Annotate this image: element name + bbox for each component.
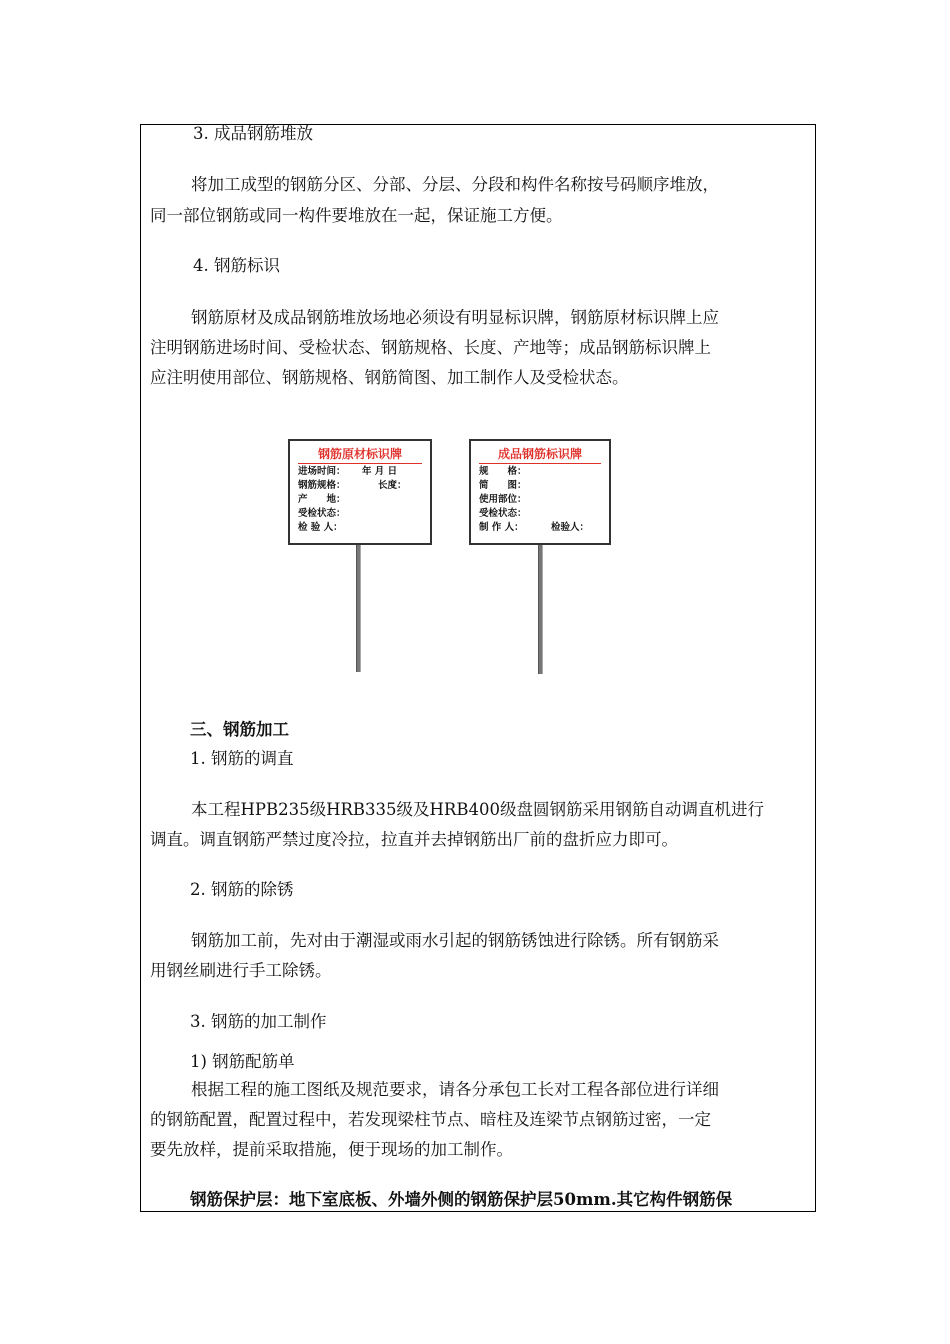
paragraph-cover-layer: 钢筋保护层：地下室底板、外墙外侧的钢筋保护层50mm.其它构件钢筋保 (190, 1190, 733, 1209)
raw-field-spec: 钢筋规格： (298, 480, 346, 491)
paragraph-stacking-line1: 将加工成型的钢筋分区、分部、分层、分段和构件名称按号码顺序堆放， (191, 175, 719, 194)
paragraph-marking-line3: 应注明使用部位、钢筋规格、钢筋简图、加工制作人及受检状态。 (150, 368, 629, 387)
finished-field-sketch: 简 图： (479, 480, 527, 491)
finished-sign-title: 成品钢筋标识牌 (497, 447, 582, 461)
finished-field-location: 使用部位： (479, 494, 527, 505)
paragraph-rust-line2: 用钢丝刷进行手工除锈。 (150, 961, 332, 980)
finished-field-inspection-status: 受检状态： (479, 508, 527, 519)
paragraph-straightening-line1: 本工程HPB235级HRB335级及HRB400级盘圆钢筋采用钢筋自动调直机进行 (191, 800, 764, 819)
raw-material-sign (288, 439, 432, 545)
finished-rebar-sign (469, 439, 611, 545)
heading-rebar-marking: 4. 钢筋标识 (193, 256, 280, 275)
raw-field-date: 年 月 日 (362, 466, 398, 477)
finished-field-maker: 制 作 人： (479, 522, 524, 533)
finished-field-spec: 规 格： (479, 466, 527, 477)
paragraph-schedule-line2: 的钢筋配置，配置过程中，若发现梁柱节点、暗柱及连梁节点钢筋过密，一定 (150, 1110, 711, 1129)
document-frame (140, 124, 816, 1212)
heading-rust-removal: 2. 钢筋的除锈 (190, 880, 294, 899)
paragraph-marking-line2: 注明钢筋进场时间、受检状态、钢筋规格、长度、产地等；成品钢筋标识牌上 (150, 338, 711, 357)
raw-sign-title: 钢筋原材标识牌 (317, 447, 402, 461)
paragraph-rust-line1: 钢筋加工前，先对由于潮湿或雨水引起的钢筋锈蚀进行除锈。所有钢筋采 (191, 931, 719, 950)
heading-finished-rebar-stacking: 3. 成品钢筋堆放 (193, 124, 313, 143)
raw-field-entry-time: 进场时间： (298, 466, 346, 477)
heading-fabrication: 3. 钢筋的加工制作 (190, 1012, 327, 1031)
heading-straightening: 1. 钢筋的调直 (190, 749, 294, 768)
paragraph-marking-line1: 钢筋原材及成品钢筋堆放场地必须设有明显标识牌，钢筋原材标识牌上应 (191, 308, 719, 327)
subheading-bar-schedule: 1) 钢筋配筋单 (190, 1052, 295, 1071)
paragraph-stacking-line2: 同一部位钢筋或同一构件要堆放在一起，保证施工方便。 (150, 206, 563, 225)
paragraph-straightening-line2: 调直。调直钢筋严禁过度冷拉，拉直并去掉钢筋出厂前的盘折应力即可。 (150, 830, 678, 849)
section-title-rebar-processing: 三、钢筋加工 (190, 720, 289, 739)
paragraph-schedule-line1: 根据工程的施工图纸及规范要求，请各分承包工长对工程各部位进行详细 (191, 1080, 719, 1099)
sign-pole-raw (356, 542, 361, 672)
finished-sign-title-rule (479, 463, 601, 464)
raw-field-length: 长度： (378, 480, 407, 491)
finished-field-inspector: 检验人： (551, 522, 590, 533)
raw-field-origin: 产 地： (298, 494, 346, 505)
paragraph-schedule-line3: 要先放样，提前采取措施，便于现场的加工制作。 (150, 1140, 513, 1159)
sign-pole-finished (538, 542, 543, 674)
raw-field-inspection-status: 受检状态： (298, 508, 346, 519)
raw-sign-title-rule (298, 463, 422, 464)
raw-field-inspector: 检 验 人： (298, 522, 343, 533)
